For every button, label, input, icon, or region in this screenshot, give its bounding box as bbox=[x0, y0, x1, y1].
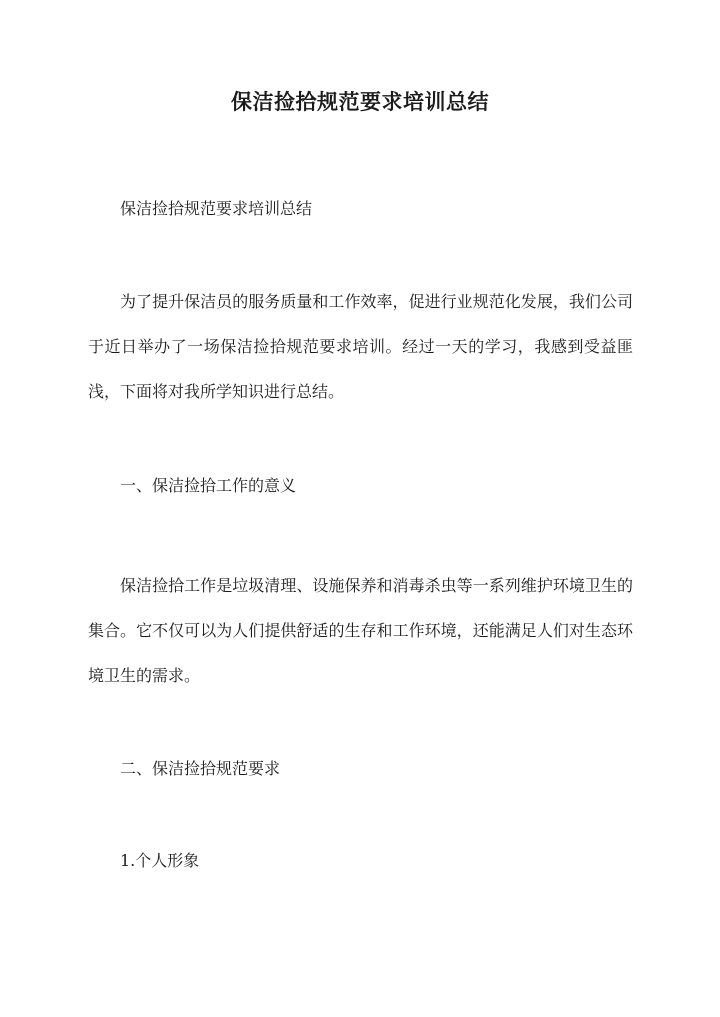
section-heading-1: 一、保洁捡拾工作的意义 bbox=[120, 476, 297, 495]
document-title: 保洁捡拾规范要求培训总结 bbox=[231, 89, 489, 114]
section-heading-2: 二、保洁捡拾规范要求 bbox=[120, 759, 281, 778]
subsection-heading-1: 1.个人形象 bbox=[120, 851, 200, 870]
section-1-paragraph: 保洁捡拾工作是垃圾清理、设施保养和消毒杀虫等一系列维护环境卫生的集合。它不仅可以为人们提供舒适的生存和工作环境，还能满足人们对生态环境卫生的需求。 bbox=[88, 576, 633, 685]
intro-paragraph: 为了提升保洁员的服务质量和工作效率，促进行业规范化发展，我们公司于近日举办了一场保洁捡拾规范要求培训。经过一天的学习，我感到受益匪浅，下面将对我所学知识进行总结。 bbox=[88, 292, 633, 401]
subtitle-paragraph: 保洁捡拾规范要求培训总结 bbox=[120, 199, 313, 218]
